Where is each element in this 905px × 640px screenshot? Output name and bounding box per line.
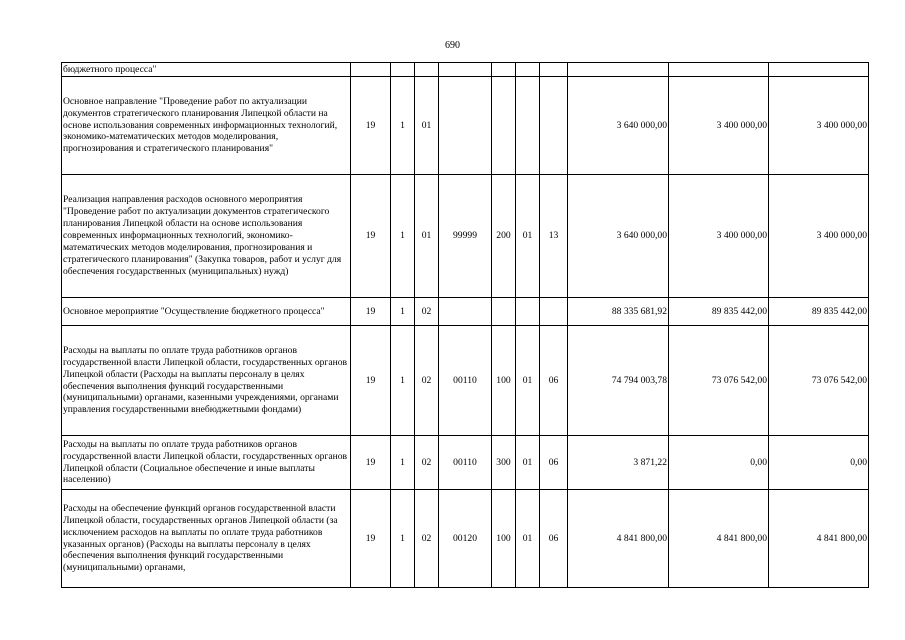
row-description: Расходы на выплаты по оплате труда работников органов государственной власти Липецкой области, государственных органов Липецкой области (Расходы на выплаты персоналу в целях обеспечения выполнения функций государственными (муниципальными) органами, казенными учреждениями, органами управления государственными внебюджетными фондами): [62, 326, 351, 436]
vr-code: 100: [492, 326, 516, 436]
direction-code: [439, 63, 492, 77]
sum-2022: 4 841 800,00: [769, 490, 869, 588]
pr-code: 13: [540, 175, 568, 298]
rz-code: 01: [516, 490, 540, 588]
sum-2020: 3 640 000,00: [568, 77, 669, 175]
sum-2020: [568, 63, 669, 77]
rz-code: 01: [516, 175, 540, 298]
pp-code: [391, 63, 415, 77]
page-number: 690: [445, 40, 460, 51]
table-row: [62, 175, 869, 298]
pp-code: 1: [391, 326, 415, 436]
row-description: бюджетного процесса": [62, 63, 351, 77]
table-row: [62, 436, 869, 490]
sum-2021: 4 841 800,00: [669, 490, 769, 588]
sum-2021: 89 835 442,00: [669, 298, 769, 326]
gp-code: 19: [351, 436, 391, 490]
row-description: Расходы на выплаты по оплате труда работников органов государственной власти Липецкой области, государственных органов Липецкой области (Социальное обеспечение и иные выплаты населению): [62, 436, 351, 490]
table-row: [62, 326, 869, 436]
table-row: [62, 490, 869, 588]
vr-code: [492, 298, 516, 326]
om-code: 02: [415, 436, 439, 490]
sum-2020: 3 871,22: [568, 436, 669, 490]
sum-2021: 73 076 542,00: [669, 326, 769, 436]
sum-2021: [669, 63, 769, 77]
om-code: 01: [415, 175, 439, 298]
om-code: 02: [415, 490, 439, 588]
om-code: 02: [415, 298, 439, 326]
vr-code: [492, 77, 516, 175]
row-description: Основное мероприятие "Осуществление бюджетного процесса": [62, 298, 351, 326]
sum-2022: 3 400 000,00: [769, 77, 869, 175]
sum-2021: 3 400 000,00: [669, 175, 769, 298]
gp-code: 19: [351, 326, 391, 436]
table-row: [62, 77, 869, 175]
sum-2022: 3 400 000,00: [769, 175, 869, 298]
row-description: Реализация направления расходов основного мероприятия "Проведение работ по актуализации документов стратегического планирования Липецкой области на основе использования современных информационных технологий, экономико-математических методов моделирования, прогнозирования и стратегического планирования" (Закупка товаров, работ и услуг для обеспечения государственных (муниципальных) нужд): [62, 175, 351, 298]
sum-2021: 3 400 000,00: [669, 77, 769, 175]
gp-code: [351, 63, 391, 77]
sum-2020: 4 841 800,00: [568, 490, 669, 588]
direction-code: [439, 77, 492, 175]
direction-code: 00120: [439, 490, 492, 588]
rz-code: 01: [516, 326, 540, 436]
pr-code: 06: [540, 490, 568, 588]
row-description: Основное направление "Проведение работ по актуализации документов стратегического планирования Липецкой области на основе использования современных информационных технологий, экономико-математических методов моделирования, прогнозирования и стратегического планирования": [62, 77, 351, 175]
pp-code: 1: [391, 490, 415, 588]
table-row: [62, 298, 869, 326]
sum-2022: 0,00: [769, 436, 869, 490]
om-code: 01: [415, 77, 439, 175]
vr-code: [492, 63, 516, 77]
vr-code: 200: [492, 175, 516, 298]
pr-code: [540, 77, 568, 175]
sum-2020: 74 794 003,78: [568, 326, 669, 436]
sum-2020: 88 335 681,92: [568, 298, 669, 326]
vr-code: 300: [492, 436, 516, 490]
sum-2020: 3 640 000,00: [568, 175, 669, 298]
sum-2022: 73 076 542,00: [769, 326, 869, 436]
vr-code: 100: [492, 490, 516, 588]
pp-code: 1: [391, 436, 415, 490]
pp-code: 1: [391, 175, 415, 298]
rz-code: [516, 77, 540, 175]
sum-2022: 89 835 442,00: [769, 298, 869, 326]
gp-code: 19: [351, 490, 391, 588]
budget-table: [61, 62, 869, 588]
row-description: Расходы на обеспечение функций органов государственной власти Липецкой области, государственных органов Липецкой области (за исключением расходов на выплаты по оплате труда работников указанных органов) (Расходы на выплаты персоналу в целях обеспечения выполнения функций государственными (муниципальными) органами,: [62, 490, 351, 588]
om-code: 02: [415, 326, 439, 436]
table-row: [62, 63, 869, 77]
sum-2021: 0,00: [669, 436, 769, 490]
om-code: [415, 63, 439, 77]
pr-code: [540, 63, 568, 77]
pr-code: 06: [540, 436, 568, 490]
pp-code: 1: [391, 77, 415, 175]
direction-code: 00110: [439, 326, 492, 436]
gp-code: 19: [351, 77, 391, 175]
pr-code: [540, 298, 568, 326]
gp-code: 19: [351, 298, 391, 326]
gp-code: 19: [351, 175, 391, 298]
pr-code: 06: [540, 326, 568, 436]
direction-code: 00110: [439, 436, 492, 490]
pp-code: 1: [391, 298, 415, 326]
sum-2022: [769, 63, 869, 77]
rz-code: [516, 298, 540, 326]
rz-code: 01: [516, 436, 540, 490]
direction-code: [439, 298, 492, 326]
direction-code: 99999: [439, 175, 492, 298]
rz-code: [516, 63, 540, 77]
